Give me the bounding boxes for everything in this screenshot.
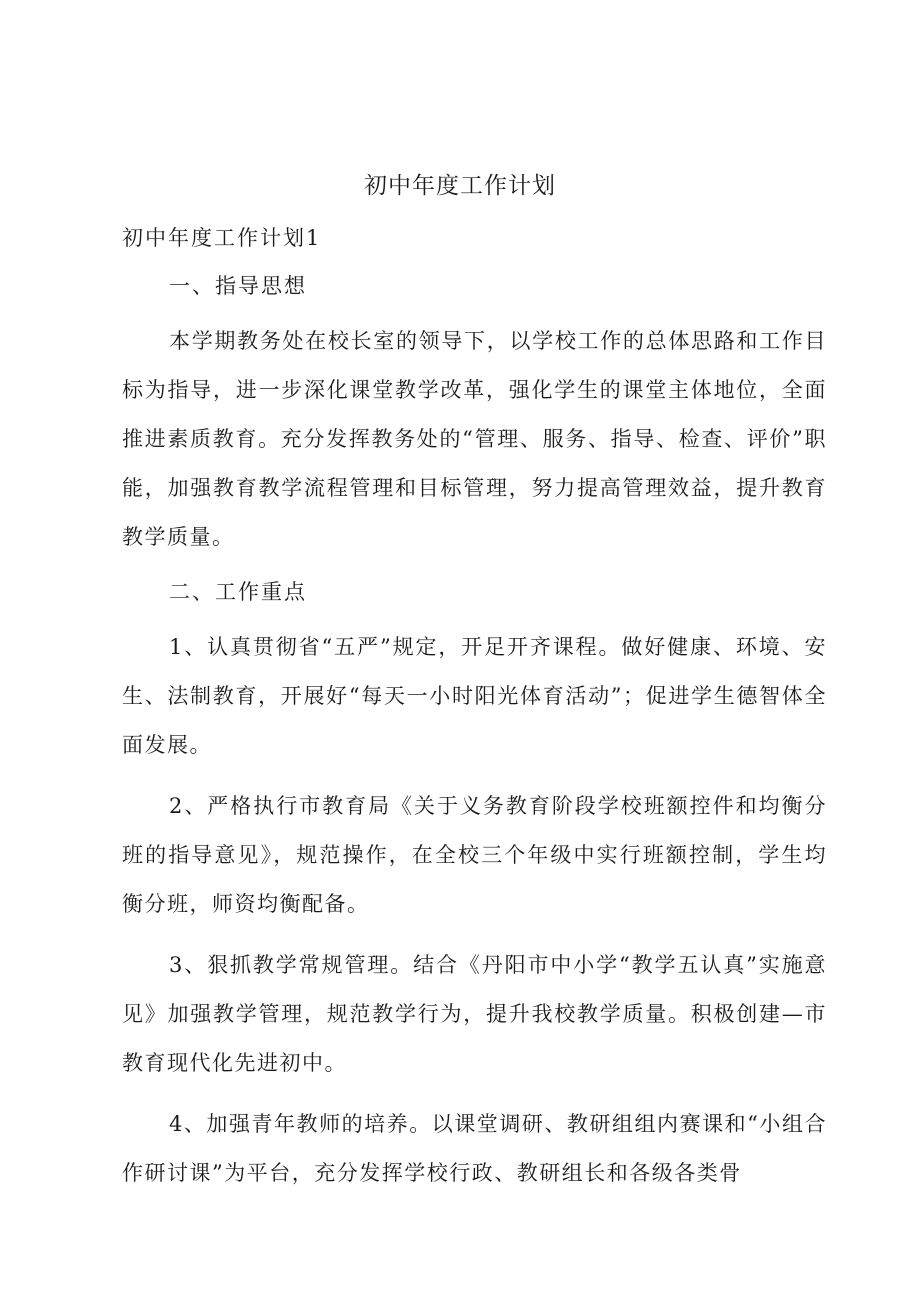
document-body [122,268,827,1210]
document-subtitle: 初中年度工作计划1 [122,226,322,250]
section-heading-work-focus: 二、工作重点 [169,580,307,604]
paragraph-item-3: 3、狠抓教学常规管理。结合《丹阳市中小学“教学五认真”实施意见》加强教学管理，规范教学行为，提升我校教学质量。积极创建—市教育现代化先进初中。 [122,953,827,1075]
section-heading-guiding-ideology: 一、指导思想 [169,274,307,298]
paragraph-item-1: 1、认真贯彻省“五严”规定，开足开齐课程。做好健康、环境、安生、法制教育，开展好“每天一小时阳光体育活动”；促进学生德智体全面发展。 [122,635,827,757]
paragraph-item-4: 4、加强青年教师的培养。以课堂调研、教研组组内赛课和“小组合作研讨课”为平台，充分发挥学校行政、教研组长和各级各类骨 [122,1112,827,1185]
paragraph-item-2: 2、严格执行市教育局《关于义务教育阶段学校班额控件和均衡分班的指导意见》，规范操作，在全校三个年级中实行班额控制，学生均衡分班，师资均衡配备。 [122,794,827,916]
document-title: 初中年度工作计划 [364,173,556,199]
paragraph-guiding-ideology: 本学期教务处在校长室的领导下，以学校工作的总体思路和工作目标为指导，进一步深化课堂教学改革，强化学生的课堂主体地位，全面推进素质教育。充分发挥教务处的“管理、服务、指导、检查、评价”职能，加强教育教学流程管理和目标管理，努力提高管理效益，提升教育教学质量。 [122,329,827,549]
